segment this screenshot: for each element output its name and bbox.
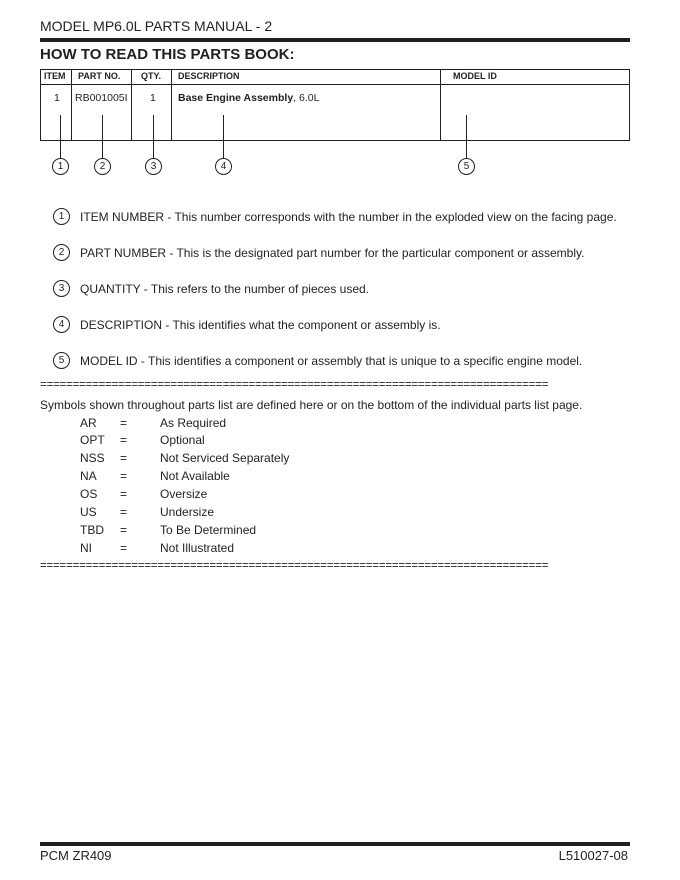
legend-number-2: 2 <box>53 244 70 261</box>
cell-description <box>178 92 319 104</box>
symbol-meaning: Undersize <box>160 505 215 519</box>
callout-leader-line <box>153 115 154 159</box>
page-header-title: MODEL MP6.0L PARTS MANUAL - 2 <box>40 18 273 34</box>
cell-qty: 1 <box>150 92 156 104</box>
footer-rule <box>40 842 630 846</box>
header-part-no: PART NO. <box>78 71 121 81</box>
legend-text: QUANTITY - This refers to the number of pieces used. <box>80 282 370 296</box>
cell-part-no: RB001005I <box>75 92 128 104</box>
callout-circle-5: 5 <box>458 158 475 175</box>
symbol-equals: = <box>120 523 128 537</box>
legend-text: DESCRIPTION - This identifies what the component or assembly is. <box>80 318 441 332</box>
callout-leader-line <box>466 115 467 159</box>
symbol-equals: = <box>120 416 128 430</box>
legend-number-4: 4 <box>53 316 70 333</box>
symbol-abbr: AR <box>80 416 97 430</box>
column-divider <box>171 70 172 141</box>
symbol-abbr: OS <box>80 487 98 501</box>
header-qty: QTY. <box>141 71 162 81</box>
symbol-equals: = <box>120 451 128 465</box>
callout-circle-3: 3 <box>145 158 162 175</box>
symbol-abbr: OPT <box>80 433 105 447</box>
symbol-meaning: Not Illustrated <box>160 541 235 555</box>
column-divider <box>71 70 72 141</box>
legend-text: PART NUMBER - This is the designated part number for the particular component or assembly. <box>80 246 585 260</box>
symbols-intro: Symbols shown throughout parts list are defined here or on the bottom of the individual parts list page. <box>40 398 583 412</box>
column-divider <box>131 70 132 141</box>
description-rest: , 6.0L <box>293 92 320 104</box>
callout-leader-line <box>223 115 224 159</box>
callout-circle-2: 2 <box>94 158 111 175</box>
header-item: ITEM <box>44 71 66 81</box>
footer-right-text: L510027-08 <box>558 848 628 863</box>
symbol-meaning: Not Available <box>160 469 230 483</box>
callout-leader-line <box>102 115 103 159</box>
column-divider <box>440 70 441 84</box>
description-bold: Base Engine Assembly <box>178 92 294 104</box>
legend-number-1: 1 <box>53 208 70 225</box>
symbol-equals: = <box>120 541 128 555</box>
symbol-meaning: To Be Determined <box>160 523 257 537</box>
symbol-equals: = <box>120 433 128 447</box>
symbol-equals: = <box>120 487 128 501</box>
symbol-equals: = <box>120 505 128 519</box>
separator-line: ============================================================================== <box>40 379 549 391</box>
symbol-abbr: NA <box>80 469 97 483</box>
symbol-meaning: Not Serviced Separately <box>160 451 290 465</box>
header-description: DESCRIPTION <box>178 71 240 81</box>
symbol-meaning: Optional <box>160 433 205 447</box>
symbol-abbr: TBD <box>80 523 104 537</box>
callout-circle-1: 1 <box>52 158 69 175</box>
footer-left-text: PCM ZR409 <box>40 848 112 863</box>
symbol-meaning: Oversize <box>160 487 208 501</box>
header-rule <box>40 38 630 42</box>
section-title: HOW TO READ THIS PARTS BOOK: <box>40 46 295 63</box>
legend-text: ITEM NUMBER - This number corresponds with the number in the exploded view on the facing page. <box>80 210 617 224</box>
symbol-abbr: NSS <box>80 451 105 465</box>
example-parts-table <box>40 69 630 141</box>
legend-text: MODEL ID - This identifies a component or assembly that is unique to a specific engine model. <box>80 354 583 368</box>
symbol-abbr: US <box>80 505 97 519</box>
table-header-row <box>41 70 629 85</box>
symbol-abbr: NI <box>80 541 92 555</box>
legend-number-5: 5 <box>53 352 70 369</box>
callout-circle-4: 4 <box>215 158 232 175</box>
symbol-equals: = <box>120 469 128 483</box>
cell-item: 1 <box>54 92 60 104</box>
column-divider <box>440 84 441 141</box>
separator-line: ============================================================================== <box>40 560 549 572</box>
header-model-id: MODEL ID <box>453 71 497 81</box>
callout-leader-line <box>60 115 61 159</box>
legend-number-3: 3 <box>53 280 70 297</box>
symbol-meaning: As Required <box>160 416 227 430</box>
